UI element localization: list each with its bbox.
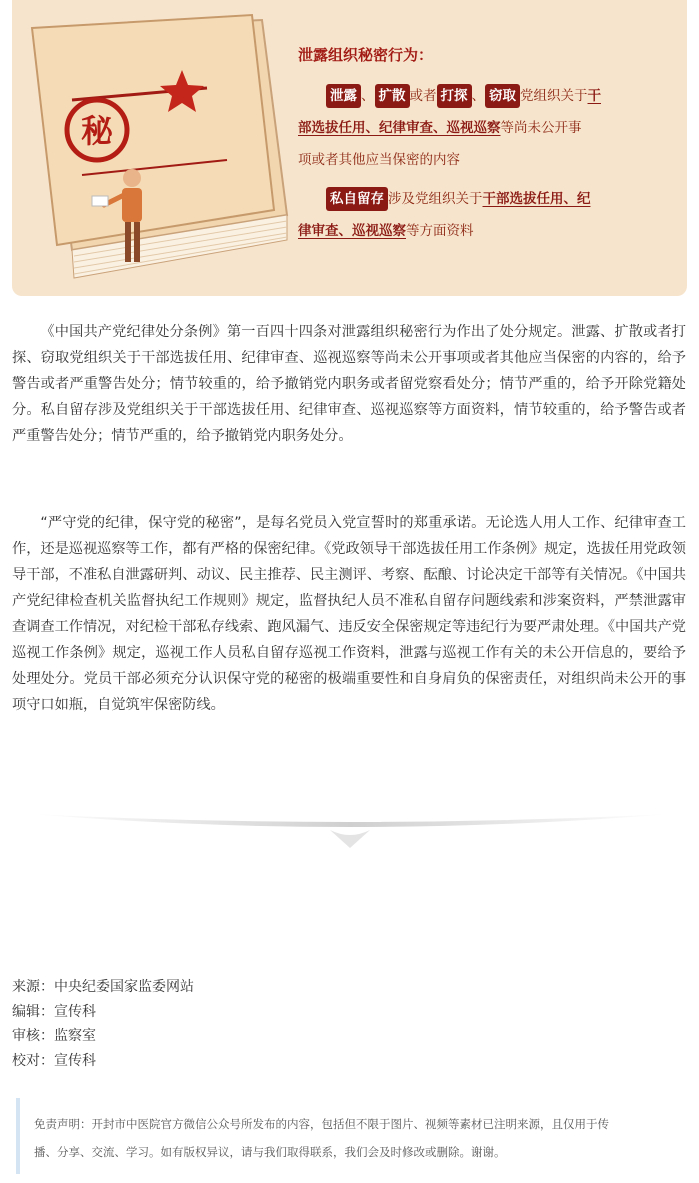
tag-leak: 泄露 (326, 84, 361, 108)
disclaimer (16, 1098, 687, 1174)
credit-reviewer: 审核：监察室 (12, 1028, 96, 1044)
rule-2: 私自留存 涉及党组织关于干部选拔任用、纪 律审查、巡视巡察等方面资料 (298, 183, 668, 247)
article-paragraph-1: 《中国共产党纪律处分条例》第一百四十四条对泄露组织秘密行为作出了处分规定。泄露、扩散或者打探、窃取党组织关于干部选拔任用、纪律审查、巡视巡察等尚未公开事项或者其他应当保密的内容的，给予警告或者严重警告处分；情节较重的，给予撤销党内职务或者留党察看处分；情节严重的，给予开除党籍处分。私自留存涉及党组织关于干部选拔任用、纪律审查、巡视巡察等方面资料，情节较重的，给予警告或者严重警告处分；情节严重的，给予撤销党内职务处分。 (12, 324, 686, 444)
tag-retain: 私自留存 (326, 187, 388, 211)
tag-steal: 窃取 (485, 84, 520, 108)
credits (12, 975, 194, 1073)
credit-source: 来源：中央纪委国家监委网站 (12, 979, 194, 995)
credit-proofreader: 校对：宣传科 (12, 1052, 96, 1069)
decorative-divider (30, 800, 670, 860)
banner-title: 泄露组织秘密行为： (298, 46, 434, 64)
disclaimer-line-1: 免责声明：开封市中医院官方微信公众号所发布的内容，包括但不限于图片、视频等素材已注明来源，且仅用于传 (34, 1117, 609, 1131)
svg-text:秘: 秘 (80, 112, 114, 150)
disclaimer-line-2: 播、分享、交流、学习。如有版权异议，请与我们取得联系，我们会及时修改或删除。谢谢。 (34, 1145, 506, 1159)
tag-spread: 扩散 (375, 84, 410, 108)
tag-probe: 打探 (437, 84, 472, 108)
rule-banner (12, 0, 687, 296)
article-paragraph-2: “严守党的纪律，保守党的秘密”，是每名党员入党宣誓时的郑重承诺。无论选人用人工作、纪律审查工作，还是巡视巡察等工作，都有严格的保密纪律。《党政领导干部选拔任用工作条例》规定，选拔任用党政领导干部，不准私自泄露研判、动议、民主推荐、民主测评、考察、酝酿、讨论决定干部等有关情况。《中国共产党纪律检查机关监督执纪工作规则》规定，监督执纪人员不准私自留存问题线索和涉案资料，严禁泄露审查调查工作情况，对纪检干部私存线索、跑风漏气、违反安全保密规定等违纪行为要严肃处理。《中国共产党巡视工作条例》规定，巡视工作人员私自留存巡视工作资料，泄露与巡视工作有关的未公开信息的，要给予处理处分。党员干部必须充分认识保守党的秘密的极端重要性和自身肩负的保密责任，对组织尚未公开的事项守口如瓶，自觉筑牢保密防线。 (12, 515, 686, 713)
rule-1: 泄露 、 扩散 或者 打探 、 窃取 党组织关于干 部选拔任用、纪律审查、巡视巡察等尚未公开事 项或者其他应当保密的内容 (298, 80, 668, 176)
credit-editor: 编辑：宣传科 (12, 1003, 96, 1020)
secret-book-illustration (12, 0, 302, 296)
